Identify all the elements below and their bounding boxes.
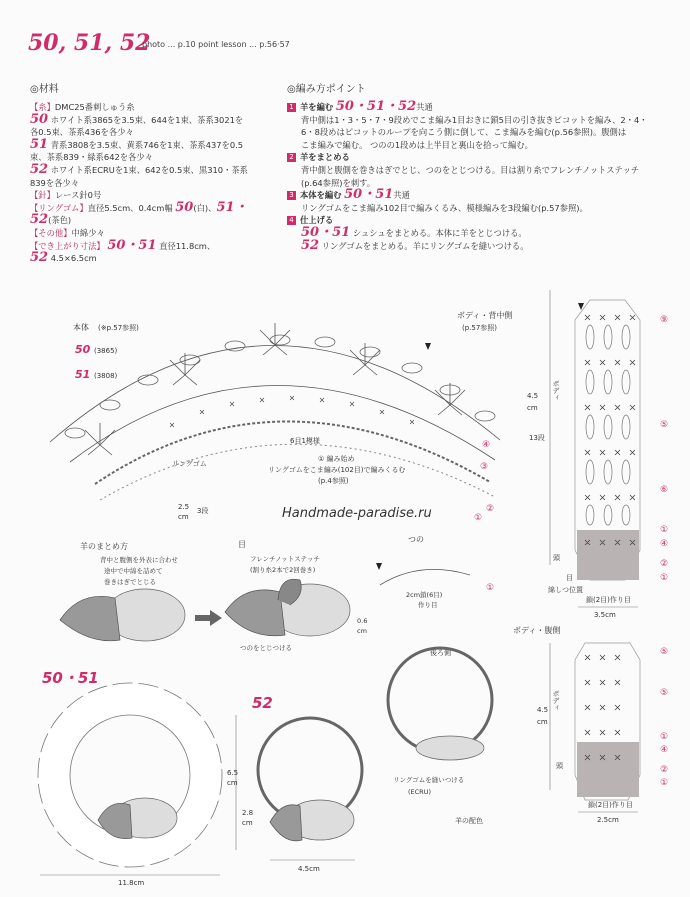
- step-3-nums: 50・51: [344, 187, 394, 203]
- step-4-title: 仕上げる: [300, 215, 334, 226]
- main-body-chart: [50, 322, 500, 523]
- materials-line-num: 51: [30, 136, 49, 152]
- svg-text:⑤: ⑤: [660, 420, 669, 430]
- materials-line-num: 52: [30, 161, 49, 177]
- step-1-title: 羊を編む: [300, 102, 334, 112]
- ecru-label: (ECRU): [408, 788, 431, 796]
- ring-paren-white: (白)、: [193, 202, 217, 213]
- needle-label: 【針】: [30, 190, 55, 201]
- sew-label: リングゴムを縫いつける: [393, 776, 465, 784]
- eye-line-2: (割り糸2本で2回巻き): [250, 566, 316, 574]
- step-number-4: 4: [287, 216, 296, 225]
- horn-cm: cm: [357, 627, 367, 635]
- eye-title: 目: [238, 540, 246, 549]
- body-back-45: 4.5: [527, 392, 539, 400]
- step-4-text-5051: シュシュをまとめる。本体に羊をとじつける。: [352, 227, 527, 238]
- sheep-assembly: [60, 535, 494, 652]
- color-51-value: (3808): [94, 372, 118, 380]
- body-belly-title: ボディ・腹側: [513, 626, 561, 635]
- matome-title: 羊のまとめ方: [80, 542, 128, 551]
- size-num-5051: 50・51: [107, 237, 157, 253]
- ring-52-h65-cm: cm: [227, 779, 238, 787]
- finished-5051: [38, 669, 222, 887]
- materials-line-text: ホワイト系ECRUを1束、642を0.5束、黒310・茶系: [50, 164, 248, 175]
- start-marker: [425, 343, 431, 350]
- label-52: 52: [252, 694, 273, 712]
- step-number-1: 1: [287, 103, 296, 112]
- body-belly-cm: cm: [537, 718, 548, 726]
- step2-line: (p.64参照)を刺す。: [301, 177, 376, 188]
- materials-line-text: 839を各少々: [30, 177, 80, 188]
- step-number-2: 2: [287, 153, 296, 162]
- body-back-row-markers: [660, 315, 668, 583]
- scrunchie-width: 11.8cm: [118, 879, 145, 887]
- arc-row-3-marker: ③: [480, 462, 489, 472]
- arc-row-2: [70, 385, 495, 462]
- size-label: 【でき上がり寸法】: [30, 240, 105, 251]
- size-text-5051: 直径11.8cm、: [159, 240, 216, 251]
- finished-52: [227, 648, 492, 873]
- yarn-text: DMC25番刺しゅう糸: [54, 102, 135, 112]
- dim-25-cm: cm: [178, 513, 189, 521]
- start-label-2: リングゴムをこま編み(102目)で編みくるむ: [268, 466, 406, 474]
- other-label: 【その他】: [30, 227, 72, 238]
- step-2-title: 羊をまとめる: [300, 152, 350, 163]
- body-belly-vlabel: ボディ: [552, 690, 560, 711]
- horn-row-marker: ①: [486, 583, 495, 593]
- body-back-chart: [457, 290, 668, 619]
- svg-text:②: ②: [660, 559, 669, 569]
- sc-stitches: [170, 396, 414, 427]
- step1-line: 6・8段めはピコットのループを向こう側に倒して、こま編みを編む(p.56参照)。腹側は: [301, 127, 627, 138]
- petal-motifs: [85, 323, 465, 455]
- dim-25: 2.5: [178, 503, 190, 511]
- step-4-num-5051: 50・51: [301, 224, 351, 240]
- ring-num-51: 51・: [216, 199, 248, 215]
- svg-text:①: ①: [660, 778, 669, 788]
- start-label-1: ① 編み始め: [318, 455, 355, 463]
- materials-line-text: ホワイト系3865を3.5束、644を1束、茶系3021を: [50, 114, 244, 125]
- step1-line: 背中側は1・3・5・7・9段めでこま編み1目おきに鎖5目の引き抜きピコットを編み、2・4・: [301, 114, 648, 125]
- svg-text:⑤: ⑤: [660, 647, 669, 657]
- body-back-picots: [586, 325, 630, 525]
- body-back-stitches: [585, 315, 635, 545]
- arc-row-4-marker: ④: [482, 440, 491, 450]
- color-50-value: (3865): [94, 347, 118, 355]
- ring-elastic-line: [95, 421, 490, 484]
- body-belly-chain: 鎖(2目)作り目: [588, 801, 633, 809]
- yarn-label: 【糸】: [30, 102, 55, 112]
- matome-line-2: 途中で中綿を詰めて: [104, 567, 163, 575]
- horn-chain: [380, 569, 470, 585]
- honta-ref: (※p.57参照): [98, 324, 139, 332]
- eye-line-1: フレンチノットステッチ: [250, 555, 320, 563]
- ring-num-52: 52: [30, 212, 49, 228]
- step-4-text-52: リングゴムをまとめる。羊にリングゴムを縫いつける。: [321, 240, 529, 251]
- body-back-13dan: 13段: [529, 434, 545, 442]
- arc-row-2-marker: ②: [486, 504, 495, 514]
- matome-line-1: 背中と腹側を外表に合わせ: [100, 556, 178, 564]
- ring-elastic-label: リングゴム: [172, 460, 207, 468]
- svg-text:④: ④: [660, 745, 669, 755]
- back-side-label: 後ろ側: [430, 649, 451, 657]
- matome-line-3: 巻きはぎでとじる: [104, 578, 156, 586]
- color-50-label: 50: [75, 343, 91, 356]
- body-back-shaded: [577, 530, 639, 580]
- materials-title: ◎材料: [30, 84, 59, 95]
- body-belly-row-markers: [660, 647, 668, 788]
- ring-52-h65: 6.5: [227, 769, 239, 777]
- horn-chain-label: 2cm鎖(6目): [406, 591, 443, 599]
- svg-text:⑨: ⑨: [660, 315, 669, 325]
- step-3-body: リングゴムをこま編み102目で編みくるみ、模様編みを3段編む(p.57参照)。: [301, 202, 588, 213]
- sheep2-head: [225, 590, 285, 636]
- step-3-title: 本体を編む: [300, 190, 342, 201]
- svg-text:⑤: ⑤: [660, 688, 669, 698]
- body-back-title: ボディ・背中側: [457, 311, 513, 320]
- arc-row-3: [50, 345, 500, 442]
- body-belly-chart: [513, 625, 668, 824]
- start-label-3: (p.4参照): [318, 477, 349, 485]
- arc-row-1-marker: ①: [474, 513, 483, 523]
- assembly-arrow: [195, 610, 222, 626]
- step-number-3: 3: [287, 191, 296, 200]
- step-1-suffix: 共通: [416, 102, 433, 112]
- svg-text:①: ①: [660, 732, 669, 742]
- body-back-vlabel: ボディ: [552, 380, 560, 401]
- label-5051: 50・51: [42, 669, 99, 687]
- ring-label: 【リングゴム】: [30, 202, 88, 213]
- body-belly-width: 2.5cm: [597, 816, 619, 824]
- step1-line: こま編みで編む。 つのの1段めは上半目と裏山を拾って編む。: [301, 139, 533, 150]
- materials-line-text: 束、茶系839・緑系642を各少々: [30, 152, 153, 163]
- horn-start-marker: [376, 563, 382, 570]
- svg-text:①: ①: [660, 525, 669, 535]
- repeat-label: 6目1模様: [290, 437, 320, 445]
- svg-text:④: ④: [660, 539, 669, 549]
- svg-text:②: ②: [660, 765, 669, 775]
- ring-52-width: 4.5cm: [298, 865, 320, 873]
- horn-make-label: 作り目: [418, 601, 438, 609]
- svg-text:①: ①: [660, 573, 669, 583]
- materials-line-text: 各0.5束、茶系436を各少々: [30, 127, 134, 138]
- color-51-label: 51: [75, 368, 91, 381]
- ring-52-h28: 2.8: [242, 809, 254, 817]
- needle-text: レース針0号: [54, 190, 102, 201]
- body-back-width: 3.5cm: [594, 611, 616, 619]
- ring-back-sheep: [416, 736, 484, 760]
- body-back-ref: (p.57参照): [462, 324, 498, 332]
- body-back-cm: cm: [527, 404, 538, 412]
- materials-line-num: 50: [30, 111, 49, 127]
- color-note: 羊の配色: [455, 817, 483, 825]
- body-belly-shaded: [577, 742, 639, 797]
- body-back-stuff: 綿しつ位置: [548, 586, 583, 594]
- ring-num-50: 50: [175, 199, 194, 215]
- step-3-suffix: 共通: [393, 190, 410, 201]
- body-belly-45: 4.5: [537, 706, 549, 714]
- page-numbers: 50, 51, 52: [28, 30, 151, 56]
- body-belly-head: 頭: [556, 762, 563, 770]
- ring-paren-brown: (茶色): [48, 215, 72, 226]
- other-text: 中綿少々: [71, 227, 105, 238]
- horn-06: 0.6: [357, 617, 368, 625]
- materials-line-text: 青系3808を3.5束、黄系746を1束、茶系437を0.5: [50, 139, 244, 150]
- ring-52-h28-cm: cm: [242, 819, 253, 827]
- size-num-52: 52: [30, 250, 49, 266]
- ring-text: 直径5.5cm、0.4cm幅: [87, 202, 173, 213]
- points-title: ◎編み方ポイント: [287, 84, 366, 95]
- body-back-eye: 目: [566, 574, 573, 582]
- svg-text:⑥: ⑥: [660, 485, 669, 495]
- honta-title: 本体: [73, 323, 89, 332]
- step-4-num-52: 52: [301, 237, 320, 253]
- sheep1-head: [60, 596, 120, 641]
- size-text-52: 4.5×6.5cm: [50, 253, 97, 264]
- body-back-head: 頭: [553, 554, 560, 562]
- dim-3dan: 3段: [197, 507, 209, 515]
- horn-attach-label: つのをとじつける: [240, 644, 292, 652]
- step-1-nums: 50・51・52: [335, 99, 417, 114]
- step2-line: 背中側と腹側を巻きはぎでとじ、つのをとじつける。目は割り糸でフレンチノットステッチ: [301, 164, 640, 175]
- body-back-chain: 鎖(2目)作り目: [586, 596, 631, 604]
- watermark: Handmade-paradise.ru: [282, 506, 432, 521]
- page-meta: photo ... p.10 point lesson ... p.56·57: [142, 40, 290, 49]
- horn-title: つの: [408, 535, 424, 544]
